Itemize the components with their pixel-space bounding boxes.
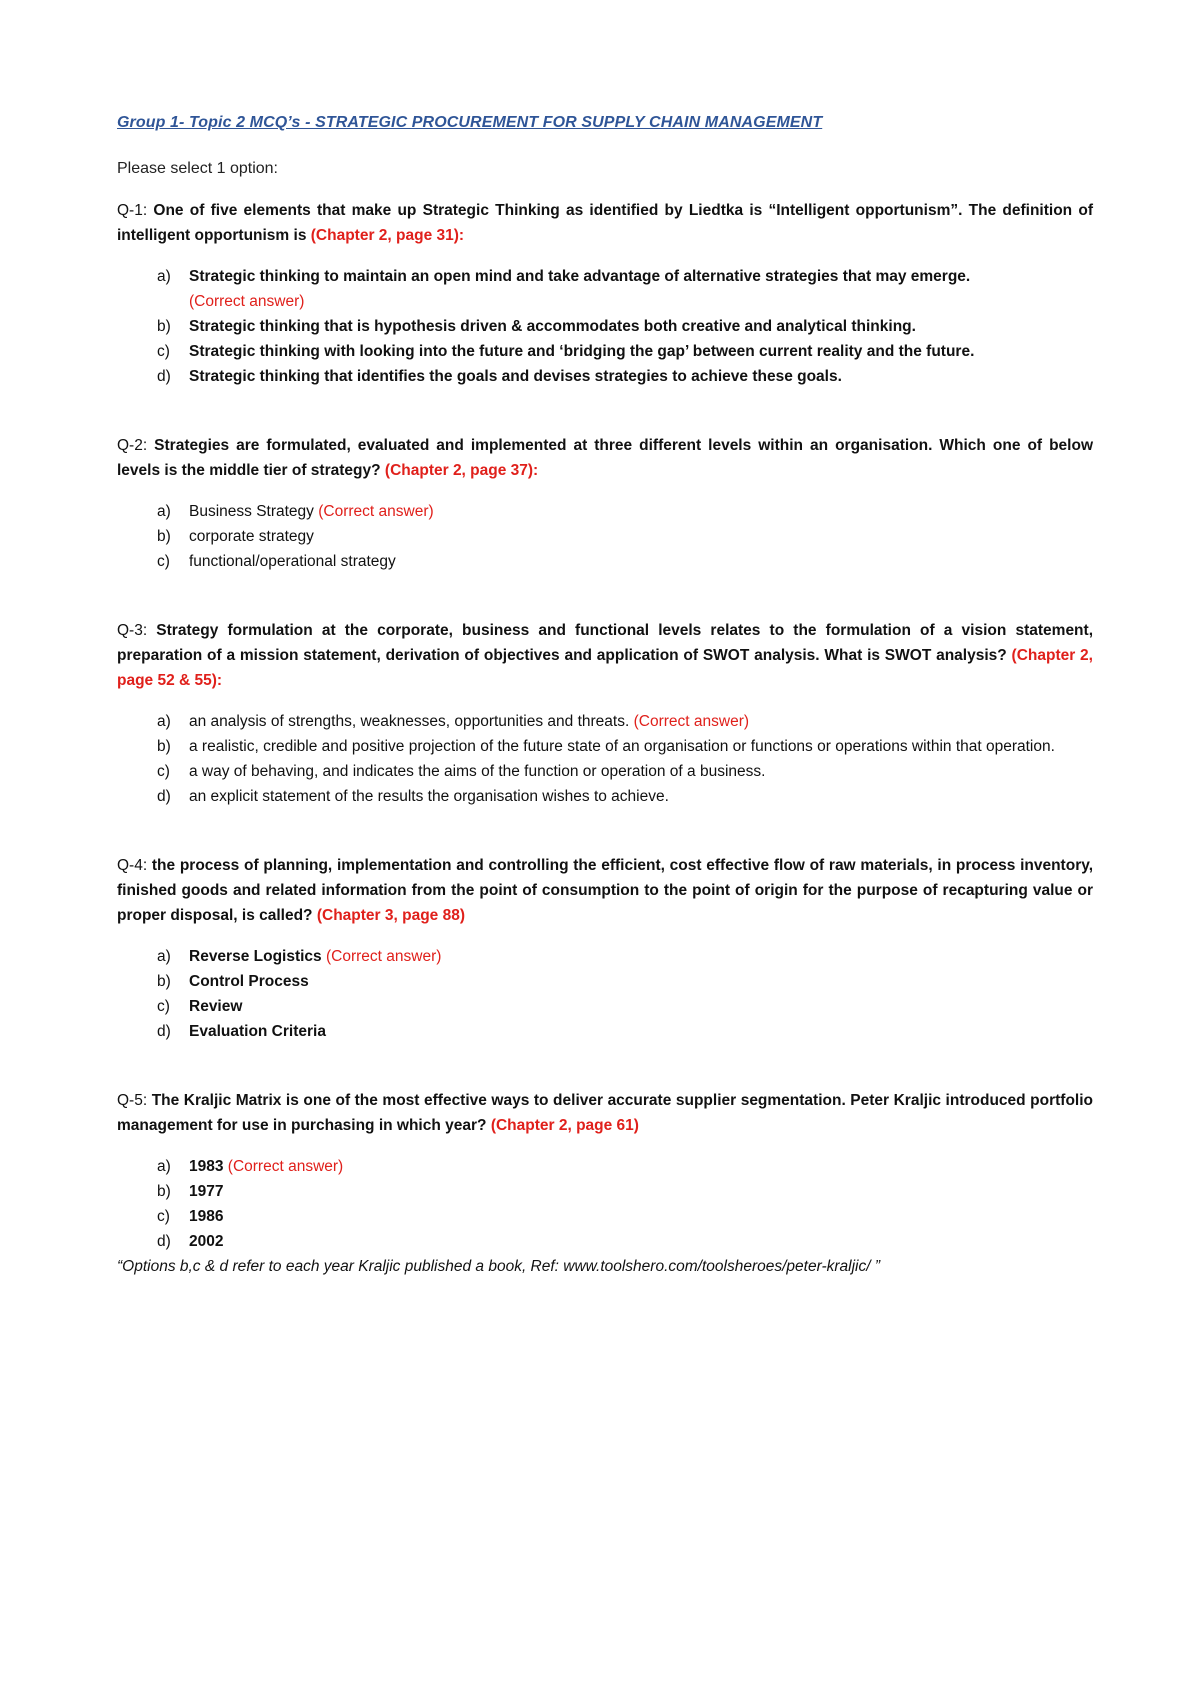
option-b[interactable] xyxy=(117,734,1093,759)
reference-note: “Options b,c & d refer to each year Kraljic published a book, Ref: www.toolshero.com/toolsheroes/peter-kraljic/ ” xyxy=(117,1258,881,1275)
option-text: an analysis of strengths, weaknesses, opportunities and threats. xyxy=(189,713,630,730)
question-text xyxy=(117,618,1093,693)
option-d[interactable] xyxy=(117,1229,1093,1254)
option-c[interactable] xyxy=(117,994,1093,1019)
question-text xyxy=(117,1088,1093,1138)
option-text: Strategic thinking that identifies the goals and devises strategies to achieve these goals. xyxy=(189,368,842,385)
option-list xyxy=(117,499,1093,574)
option-text: Evaluation Criteria xyxy=(189,1023,326,1040)
option-text: Strategic thinking to maintain an open mind and take advantage of alternative strategies that may emerge. xyxy=(189,268,971,285)
option-c[interactable] xyxy=(117,759,1093,784)
chapter-reference: (Chapter 2, page 37): xyxy=(384,462,539,479)
option-text: 1983 xyxy=(189,1158,224,1175)
option-letter: c) xyxy=(157,343,170,360)
option-text: Control Process xyxy=(189,973,309,990)
option-a[interactable] xyxy=(117,709,1093,734)
question-number: Q-1: xyxy=(117,202,148,219)
chapter-reference: (Chapter 3, page 88) xyxy=(316,907,465,924)
option-text: Reverse Logistics xyxy=(189,948,322,965)
question-2 xyxy=(117,433,1093,574)
question-number: Q-4: xyxy=(117,857,148,874)
option-text: Strategic thinking with looking into the future and ‘bridging the gap’ between current reality and the future. xyxy=(189,343,975,360)
option-b[interactable] xyxy=(117,524,1093,549)
question-3 xyxy=(117,618,1093,809)
option-c[interactable] xyxy=(117,1204,1093,1229)
option-text: functional/operational strategy xyxy=(189,553,396,570)
question-body: the process of planning, implementation and controlling the efficient, cost effective flow of raw materials, in process inventory, finished goods and related information from the point of consumption to the point of origin for the purpose of recapturing value or proper disposal, is called? xyxy=(117,857,1093,924)
option-letter: d) xyxy=(157,1023,171,1040)
option-letter: c) xyxy=(157,763,170,780)
correct-answer-marker: (Correct answer) xyxy=(227,1158,344,1175)
question-1 xyxy=(117,198,1093,389)
option-letter: a) xyxy=(157,1158,171,1175)
question-text xyxy=(117,198,1093,248)
option-letter: a) xyxy=(157,713,171,730)
option-list xyxy=(117,709,1093,809)
correct-answer-marker: (Correct answer) xyxy=(633,713,750,730)
option-b[interactable] xyxy=(117,314,1093,339)
option-d[interactable] xyxy=(117,1019,1093,1044)
option-letter: b) xyxy=(157,528,171,545)
instruction-text: Please select 1 option: xyxy=(117,160,278,177)
option-text: an explicit statement of the results the organisation wishes to achieve. xyxy=(189,788,669,805)
option-text: 2002 xyxy=(189,1233,224,1250)
option-list xyxy=(117,1154,1093,1254)
option-list xyxy=(117,264,1093,389)
question-body: Strategies are formulated, evaluated and implemented at three different levels within an organisation. Which one of below levels is the middle tier of strategy? xyxy=(117,437,1094,479)
option-a[interactable] xyxy=(117,1154,1093,1179)
correct-answer-marker: (Correct answer) xyxy=(189,293,305,310)
option-d[interactable] xyxy=(117,784,1093,809)
option-letter: c) xyxy=(157,553,170,570)
question-body: One of five elements that make up Strategic Thinking as identified by Liedtka is “Intelligent opportunism”. The definition of intelligent opportunism is xyxy=(117,202,1093,244)
correct-answer-marker: (Correct answer) xyxy=(326,948,442,965)
option-letter: b) xyxy=(157,318,171,335)
option-b[interactable] xyxy=(117,969,1093,994)
option-letter: a) xyxy=(157,503,171,520)
option-letter: b) xyxy=(157,973,171,990)
option-d[interactable] xyxy=(117,364,1093,389)
option-text: Review xyxy=(189,998,243,1015)
option-text: a realistic, credible and positive projection of the future state of an organisation or functions or operations within that operation. xyxy=(189,738,1055,755)
option-a[interactable] xyxy=(117,264,1093,314)
question-text xyxy=(117,853,1093,928)
option-letter: a) xyxy=(157,948,171,965)
option-letter: c) xyxy=(157,1208,170,1225)
option-c[interactable] xyxy=(117,339,1093,364)
question-number: Q-5: xyxy=(117,1092,148,1109)
option-text: Business Strategy xyxy=(189,503,314,520)
option-letter: b) xyxy=(157,738,171,755)
chapter-reference: (Chapter 2, page 52 & 55): xyxy=(117,647,1093,689)
document-title: Group 1- Topic 2 MCQ’s - STRATEGIC PROCUREMENT FOR SUPPLY CHAIN MANAGEMENT xyxy=(117,114,823,131)
option-text: 1977 xyxy=(189,1183,224,1200)
question-body: Strategy formulation at the corporate, business and functional levels relates to the formulation of a vision statement, preparation of a mission statement, derivation of objectives and application of SWOT analysis. What is SWOT analysis? xyxy=(117,622,1093,664)
option-letter: d) xyxy=(157,788,171,805)
option-letter: d) xyxy=(157,1233,171,1250)
chapter-reference: (Chapter 2, page 31): xyxy=(310,227,465,244)
question-number: Q-3: xyxy=(117,622,148,639)
option-letter: a) xyxy=(157,268,171,285)
question-4 xyxy=(117,853,1093,1044)
question-number: Q-2: xyxy=(117,437,148,454)
option-letter: c) xyxy=(157,998,170,1015)
option-a[interactable] xyxy=(117,499,1093,524)
option-letter: b) xyxy=(157,1183,171,1200)
question-text xyxy=(117,433,1093,483)
option-text: Strategic thinking that is hypothesis driven & accommodates both creative and analytical thinking. xyxy=(189,318,916,335)
option-letter: d) xyxy=(157,368,171,385)
option-text: a way of behaving, and indicates the aims of the function or operation of a business. xyxy=(189,763,766,780)
option-text: 1986 xyxy=(189,1208,224,1225)
question-body: The Kraljic Matrix is one of the most effective ways to deliver accurate supplier segmentation. Peter Kraljic introduced portfolio management for use in purchasing in which year? xyxy=(117,1092,1093,1134)
option-list xyxy=(117,944,1093,1044)
correct-answer-marker: (Correct answer) xyxy=(318,503,434,520)
option-b[interactable] xyxy=(117,1179,1093,1204)
question-5 xyxy=(117,1088,1093,1279)
chapter-reference: (Chapter 2, page 61) xyxy=(490,1117,639,1134)
document-page xyxy=(117,112,1093,1279)
option-text: corporate strategy xyxy=(189,528,314,545)
option-a[interactable] xyxy=(117,944,1093,969)
option-c[interactable] xyxy=(117,549,1093,574)
